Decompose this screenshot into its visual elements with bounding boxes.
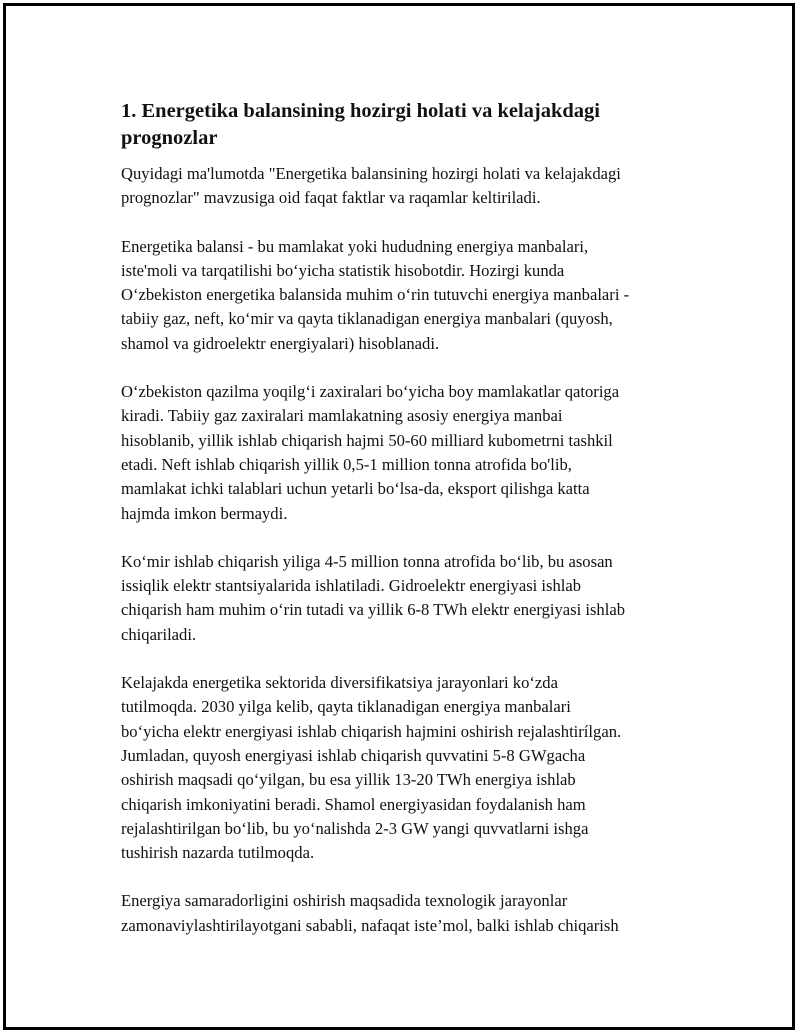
paragraph-coal-hydro: Koʻmir ishlab chiqarish yiliga 4-5 million tonna atrofida boʻlib, bu asosan issiqlik elektr stantsiyalarida ishlatiladi. Gidroelektr energiyasi ishlab chiqarish ham muhim oʻrin tutadi va yillik 6-8 TWh elektr energiyasi ishlab chiqariladi. — [121, 551, 626, 644]
document-body — [121, 98, 701, 962]
paragraph-fossil-reserves: Oʻzbekiston qazilma yoqilgʻi zaxiralari boʻyicha boy mamlakatlar qatoriga kiradi. Tabiiy gaz zaxiralari mamlakatning asosiy energiya manbai hisoblanib, yillik ishlab chiqarish hajmi 50-60 milliard kubometrni tashkil etadi. Neft ishlab chiqarish yillik 0,5-1 million tonna atrofida bo'lib, mamlakat ichki talablari uchun yetarli boʻlsa-da, eksport qilishga katta hajmda imkon bermaydi. — [121, 382, 620, 523]
section-heading: 1. Energetika balansining hozirgi holati va kelajakdagi prognozlar — [121, 100, 600, 149]
paragraph-future-diversification: Kelajakda energetika sektorida diversifikatsiya jarayonlari koʻzda tutilmoqda. 2030 yilga kelib, qayta tiklanadigan energiya manbalari boʻyicha elektr energiyasi ishlab chiqarish hajmini oshirish rejalashtirílgan. Jumladan, quyosh energiyasi ishlab chiqarish quvvatini 5-8 GWgacha oshirish maqsadi qoʻyilgan, bu esa yillik 13-20 TWh energiya ishlab chiqarish imkoniyatini beradi. Shamol energiyasidan foydalanish ham rejalashtirilgan boʻlib, bu yoʻnalishda 2-3 GW yangi quvvatlarni ishga tushirish nazarda tutilmoqda. — [121, 673, 622, 863]
paragraph-energy-efficiency: Energiya samaradorligini oshirish maqsadida texnologik jarayonlar zamonaviylashtirilayotgani sababli, nafaqat iste’mol, balki ishlab chiqarish — [121, 891, 619, 935]
paragraph-intro: Quyidagi ma'lumotda "Energetika balansining hozirgi holati va kelajakdagi prognozlar" mavzusiga oid faqat faktlar va raqamlar keltiriladi. — [121, 164, 621, 208]
paragraph-energy-balance-definition: Energetika balansi - bu mamlakat yoki hududning energiya manbalari, iste'moli va tarqatilishi boʻyicha statistik hisobotdir. Hozirgi kunda Oʻzbekiston energetika balansida muhim oʻrin tutuvchi energiya manbalari - tabiiy gaz, neft, koʻmir va qayta tiklanadigan energiya manbalari (quyosh, shamol va gidroelektr energiyalari) hisoblanadi. — [121, 236, 630, 353]
document-page — [3, 3, 795, 1030]
